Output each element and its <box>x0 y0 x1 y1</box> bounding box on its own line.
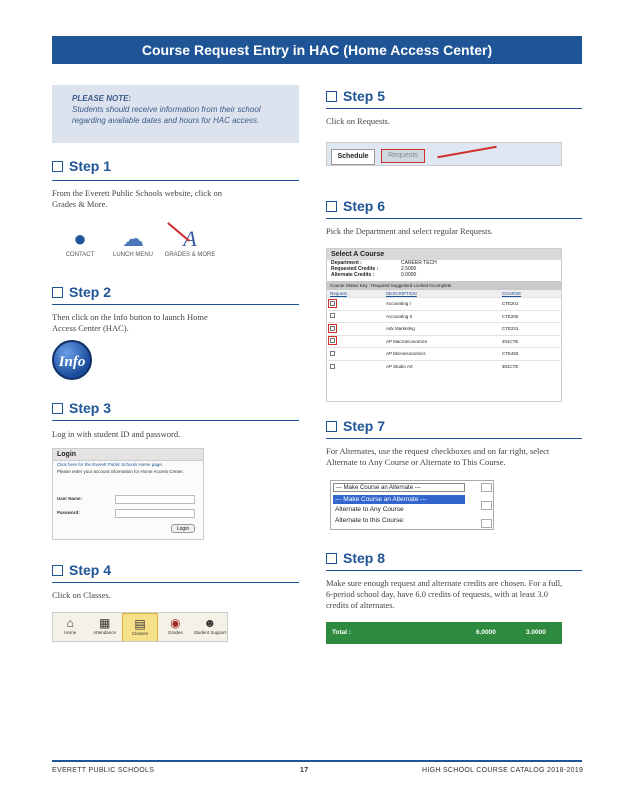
course-code: CTE231 <box>499 323 561 336</box>
alternate-dropdown-screenshot <box>330 480 494 530</box>
login-button[interactable]: Login <box>171 524 195 533</box>
step-label: Step 2 <box>69 284 112 300</box>
totals-bar-screenshot <box>326 622 562 644</box>
step-2-text: Then click on the Info button to launch Home Access Center (HAC). <box>52 312 208 333</box>
table-row <box>327 335 561 348</box>
home-page-link[interactable]: Click here for the Everett Public Schools Home page. <box>57 462 164 467</box>
footer-divider <box>52 760 582 762</box>
request-checkbox[interactable] <box>330 313 335 318</box>
request-checkbox[interactable] <box>481 519 492 528</box>
footer-left: EVERETT PUBLIC SCHOOLS <box>52 767 155 774</box>
divider <box>52 180 299 181</box>
step-1-text: From the Everett Public Schools website, click on Grades & More. <box>52 188 222 209</box>
grade-a-icon: A <box>183 226 197 251</box>
step-2-heading <box>52 284 111 300</box>
total-label: Total : <box>332 629 352 636</box>
checkbox-icon <box>52 161 63 172</box>
kv-label: Alternate Credits : <box>331 272 375 278</box>
requests-tab-screenshot <box>326 142 562 166</box>
table-row <box>327 298 561 311</box>
grades-more-link[interactable] <box>160 226 220 258</box>
schedule-tab[interactable]: Schedule <box>331 149 375 165</box>
request-checkbox[interactable] <box>330 351 335 356</box>
student-support-icon: ☻ <box>203 616 217 630</box>
step-6-heading <box>326 198 385 214</box>
kv-value: CAREER TECH <box>401 260 437 266</box>
footer-right: HIGH SCHOOL COURSE CATALOG 2018-2019 <box>422 767 584 774</box>
step-8-heading <box>326 550 385 566</box>
icon-label: CONTACT <box>65 252 95 258</box>
divider <box>326 438 582 439</box>
toolbar-student-support[interactable] <box>193 613 227 641</box>
step-3-text: Log in with student ID and password. <box>52 429 181 439</box>
divider <box>326 570 582 571</box>
status-key: Course Status Key : Required Suggested Locked Incomplete <box>327 281 561 290</box>
step-5-text: Click on Requests. <box>326 116 390 126</box>
hac-toolbar-screenshot <box>52 612 228 642</box>
alternate-select[interactable]: --- Make Course an Alternate --- <box>333 483 465 492</box>
step-label: Step 1 <box>69 158 112 174</box>
divider <box>52 582 299 583</box>
step-8-text: Make sure enough request and alternate credits are chosen. For a full, 6-period school day, have 6.0 credits of requests, with at least 3.0 credits of alternates. <box>326 578 563 610</box>
course-code: 381CTE <box>499 360 561 373</box>
kv-label: Department : <box>331 260 362 266</box>
step-4-text: Click on Classes. <box>52 590 111 600</box>
course-table <box>327 290 561 373</box>
toolbar-label: Home <box>64 630 77 635</box>
course-description: Accounting II <box>383 310 499 323</box>
step-label: Step 6 <box>343 198 386 214</box>
kv-value: 0.0000 <box>401 272 417 278</box>
column-header[interactable]: DESCRIPTION <box>383 290 499 298</box>
toolbar-attendance[interactable] <box>87 613 121 641</box>
icon-label: LUNCH MENU <box>112 252 153 258</box>
course-code: CTE205 <box>499 310 561 323</box>
password-input[interactable] <box>115 509 195 518</box>
grades-icon: ◉ <box>170 616 181 630</box>
step-7-text: For Alternates, use the request checkboxes and on far right, select Alternate to Any Course or Alternate to This Course. <box>326 446 550 467</box>
step-label: Step 3 <box>69 400 112 416</box>
column-header[interactable]: Request <box>327 290 383 298</box>
step-label: Step 8 <box>343 550 386 566</box>
step-6-text: Pick the Department and select regular Requests. <box>326 226 493 236</box>
request-checkbox[interactable] <box>481 501 492 510</box>
dropdown-option[interactable]: Alternate to Any Course <box>335 506 404 513</box>
table-row <box>327 360 561 373</box>
column-header[interactable]: COURSE <box>499 290 561 298</box>
requests-tab[interactable]: Requests <box>381 149 425 163</box>
total-requests: 6.0000 <box>476 629 496 636</box>
table-row <box>327 310 561 323</box>
course-code: CTE201 <box>499 298 561 311</box>
course-description: Adv Marketing <box>383 323 499 336</box>
step-label: Step 5 <box>343 88 386 104</box>
course-description: AP Studio Art <box>383 360 499 373</box>
user-name-label: User Name: <box>57 496 83 501</box>
chef-hat-icon: ☁ <box>122 226 144 251</box>
login-title: Login <box>53 449 203 461</box>
kv-value: 2.5000 <box>401 266 417 272</box>
step-1-heading <box>52 158 111 174</box>
attendance-icon: ▦ <box>98 616 111 630</box>
divider <box>52 304 299 305</box>
total-alternates: 3.0000 <box>526 629 546 636</box>
checkbox-icon <box>326 201 337 212</box>
step-5-heading <box>326 88 385 104</box>
classes-icon: ▤ <box>134 617 146 631</box>
alternate-credits-row <box>327 272 561 278</box>
checkbox-icon <box>326 91 337 102</box>
checkbox-icon <box>52 403 63 414</box>
person-icon: ● <box>73 226 87 251</box>
icon-label: GRADES & MORE <box>164 252 216 258</box>
login-instruction: Please enter your account information for Home Access Center. <box>57 469 184 474</box>
course-code: 491CTE <box>499 335 561 348</box>
contact-link[interactable] <box>56 226 104 258</box>
checkbox-icon <box>52 287 63 298</box>
kv-label: Requested Credits : <box>331 266 379 272</box>
toolbar-label: Attendance <box>93 630 116 635</box>
password-label: Password: <box>57 510 80 515</box>
toolbar-label: Classes <box>132 631 149 636</box>
pointer-arrow <box>437 146 496 158</box>
course-code: CTE493 <box>499 348 561 361</box>
divider <box>326 218 582 219</box>
lunch-menu-link[interactable] <box>108 226 158 258</box>
table-row <box>327 348 561 361</box>
request-checkbox[interactable] <box>481 483 492 492</box>
step-label: Step 4 <box>69 562 112 578</box>
select-course-screenshot <box>326 248 562 402</box>
course-description: AP Macroeconomics <box>383 335 499 348</box>
request-checkbox[interactable] <box>330 326 335 331</box>
user-name-input[interactable] <box>115 495 195 504</box>
dropdown-option[interactable]: Alternate to this Course: <box>335 517 405 524</box>
request-checkbox[interactable] <box>330 301 335 306</box>
page-banner: Course Request Entry in HAC (Home Access Center) <box>52 36 582 64</box>
note-title: PLEASE NOTE: <box>72 94 132 103</box>
step-4-heading <box>52 562 111 578</box>
course-description: Accounting I <box>383 298 499 311</box>
note-box <box>52 85 299 143</box>
toolbar-grades[interactable] <box>158 613 192 641</box>
step-3-heading <box>52 400 111 416</box>
toolbar-classes[interactable] <box>122 613 158 642</box>
request-checkbox[interactable] <box>330 338 335 343</box>
page-number: 17 <box>300 767 309 774</box>
login-screenshot <box>52 448 204 540</box>
course-description: AP Microeconomics <box>383 348 499 361</box>
toolbar-home[interactable] <box>53 613 87 641</box>
dropdown-option[interactable]: --- Make Course an Alternate --- <box>333 495 465 504</box>
note-body: Students should receive information from their school regarding available dates and hours for HAC access. <box>72 105 261 125</box>
step-label: Step 7 <box>343 418 386 434</box>
select-course-title: Select A Course <box>327 249 561 260</box>
step-7-heading <box>326 418 385 434</box>
divider <box>326 108 582 109</box>
info-button[interactable]: Info <box>52 340 92 380</box>
checkbox-icon <box>326 421 337 432</box>
toolbar-label: Student Support <box>193 630 227 635</box>
checkbox-icon <box>52 565 63 576</box>
divider <box>52 420 299 421</box>
request-checkbox[interactable] <box>330 364 335 369</box>
home-icon: ⌂ <box>66 616 74 630</box>
toolbar-label: Grades <box>168 630 183 635</box>
table-row <box>327 323 561 336</box>
checkbox-icon <box>326 553 337 564</box>
